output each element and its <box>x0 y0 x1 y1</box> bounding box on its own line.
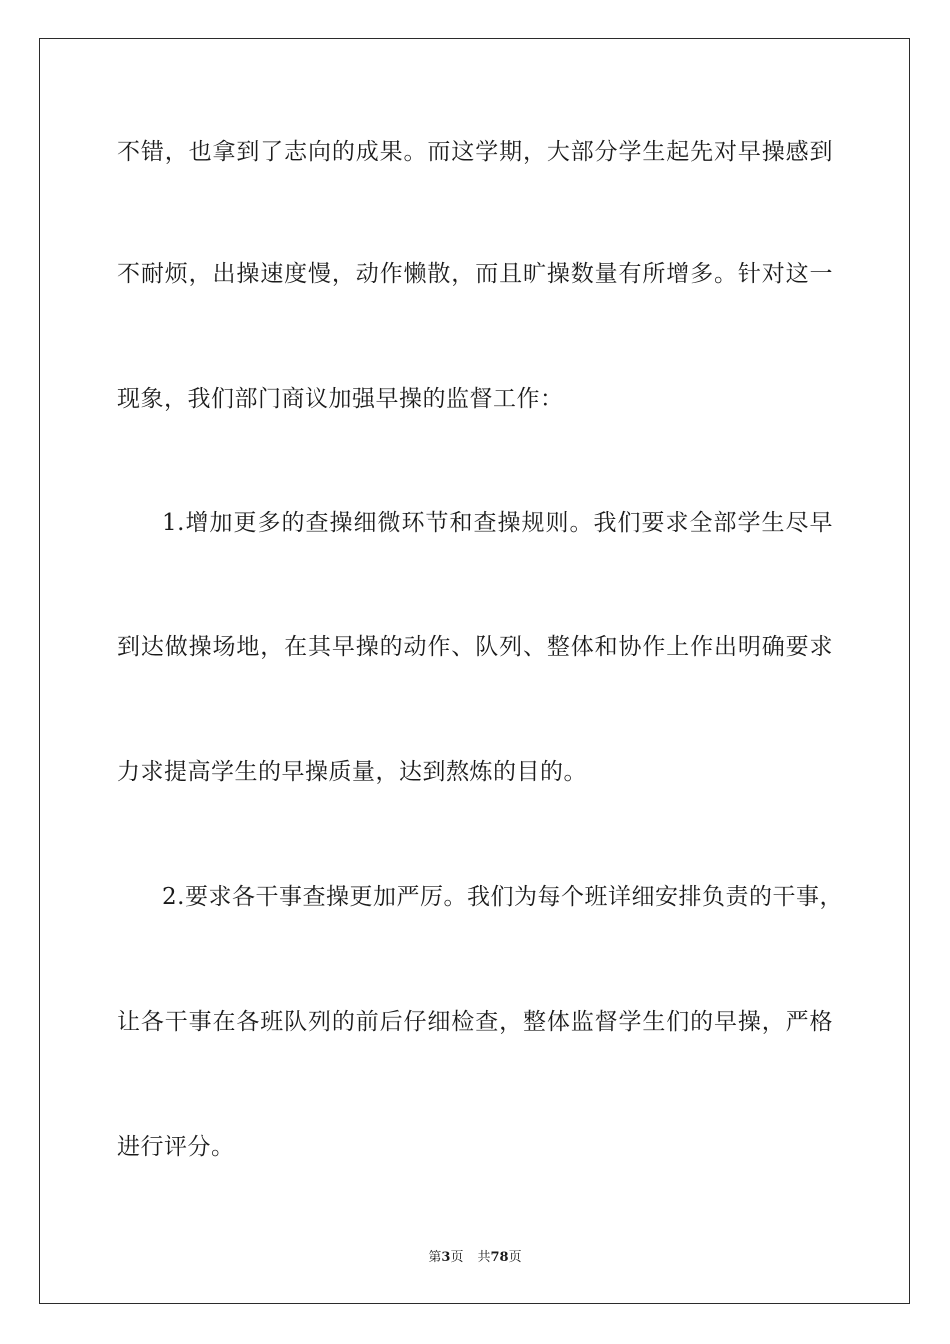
page-footer <box>0 1246 950 1265</box>
total-pages: 78 <box>490 1250 509 1265</box>
page-suffix: 页 <box>450 1250 464 1265</box>
paragraph-line: 不耐烦，出操速度慢，动作懒散，而且旷操数量有所增多。针对这一 <box>117 261 833 287</box>
page-number <box>428 1250 463 1265</box>
paragraph-line: 现象，我们部门商议加强早操的监督工作： <box>117 386 564 412</box>
paragraph-line: 力求提高学生的早操质量，达到熬炼的目的。 <box>117 759 587 785</box>
page-prefix: 第 <box>428 1250 442 1265</box>
list-item-line: 2.要求各干事查操更加严厉。我们为每个班详细安排负责的干事， <box>162 884 843 910</box>
list-item-line: 1.增加更多的查操细微环节和查操规则。我们要求全部学生尽早 <box>162 510 833 536</box>
page-total <box>477 1250 521 1265</box>
total-suffix: 页 <box>508 1250 522 1265</box>
paragraph-line: 让各干事在各班队列的前后仔细检查，整体监督学生们的早操，严格 <box>117 1009 833 1035</box>
page-border <box>39 38 910 1304</box>
paragraph-line: 不错，也拿到了志向的成果。而这学期，大部分学生起先对早操感到 <box>117 139 833 165</box>
paragraph-line: 到达做操场地，在其早操的动作、队列、整体和协作上作出明确要求 <box>117 634 833 660</box>
current-page: 3 <box>441 1250 451 1265</box>
total-prefix: 共 <box>477 1250 491 1265</box>
paragraph-line: 进行评分。 <box>117 1134 235 1160</box>
